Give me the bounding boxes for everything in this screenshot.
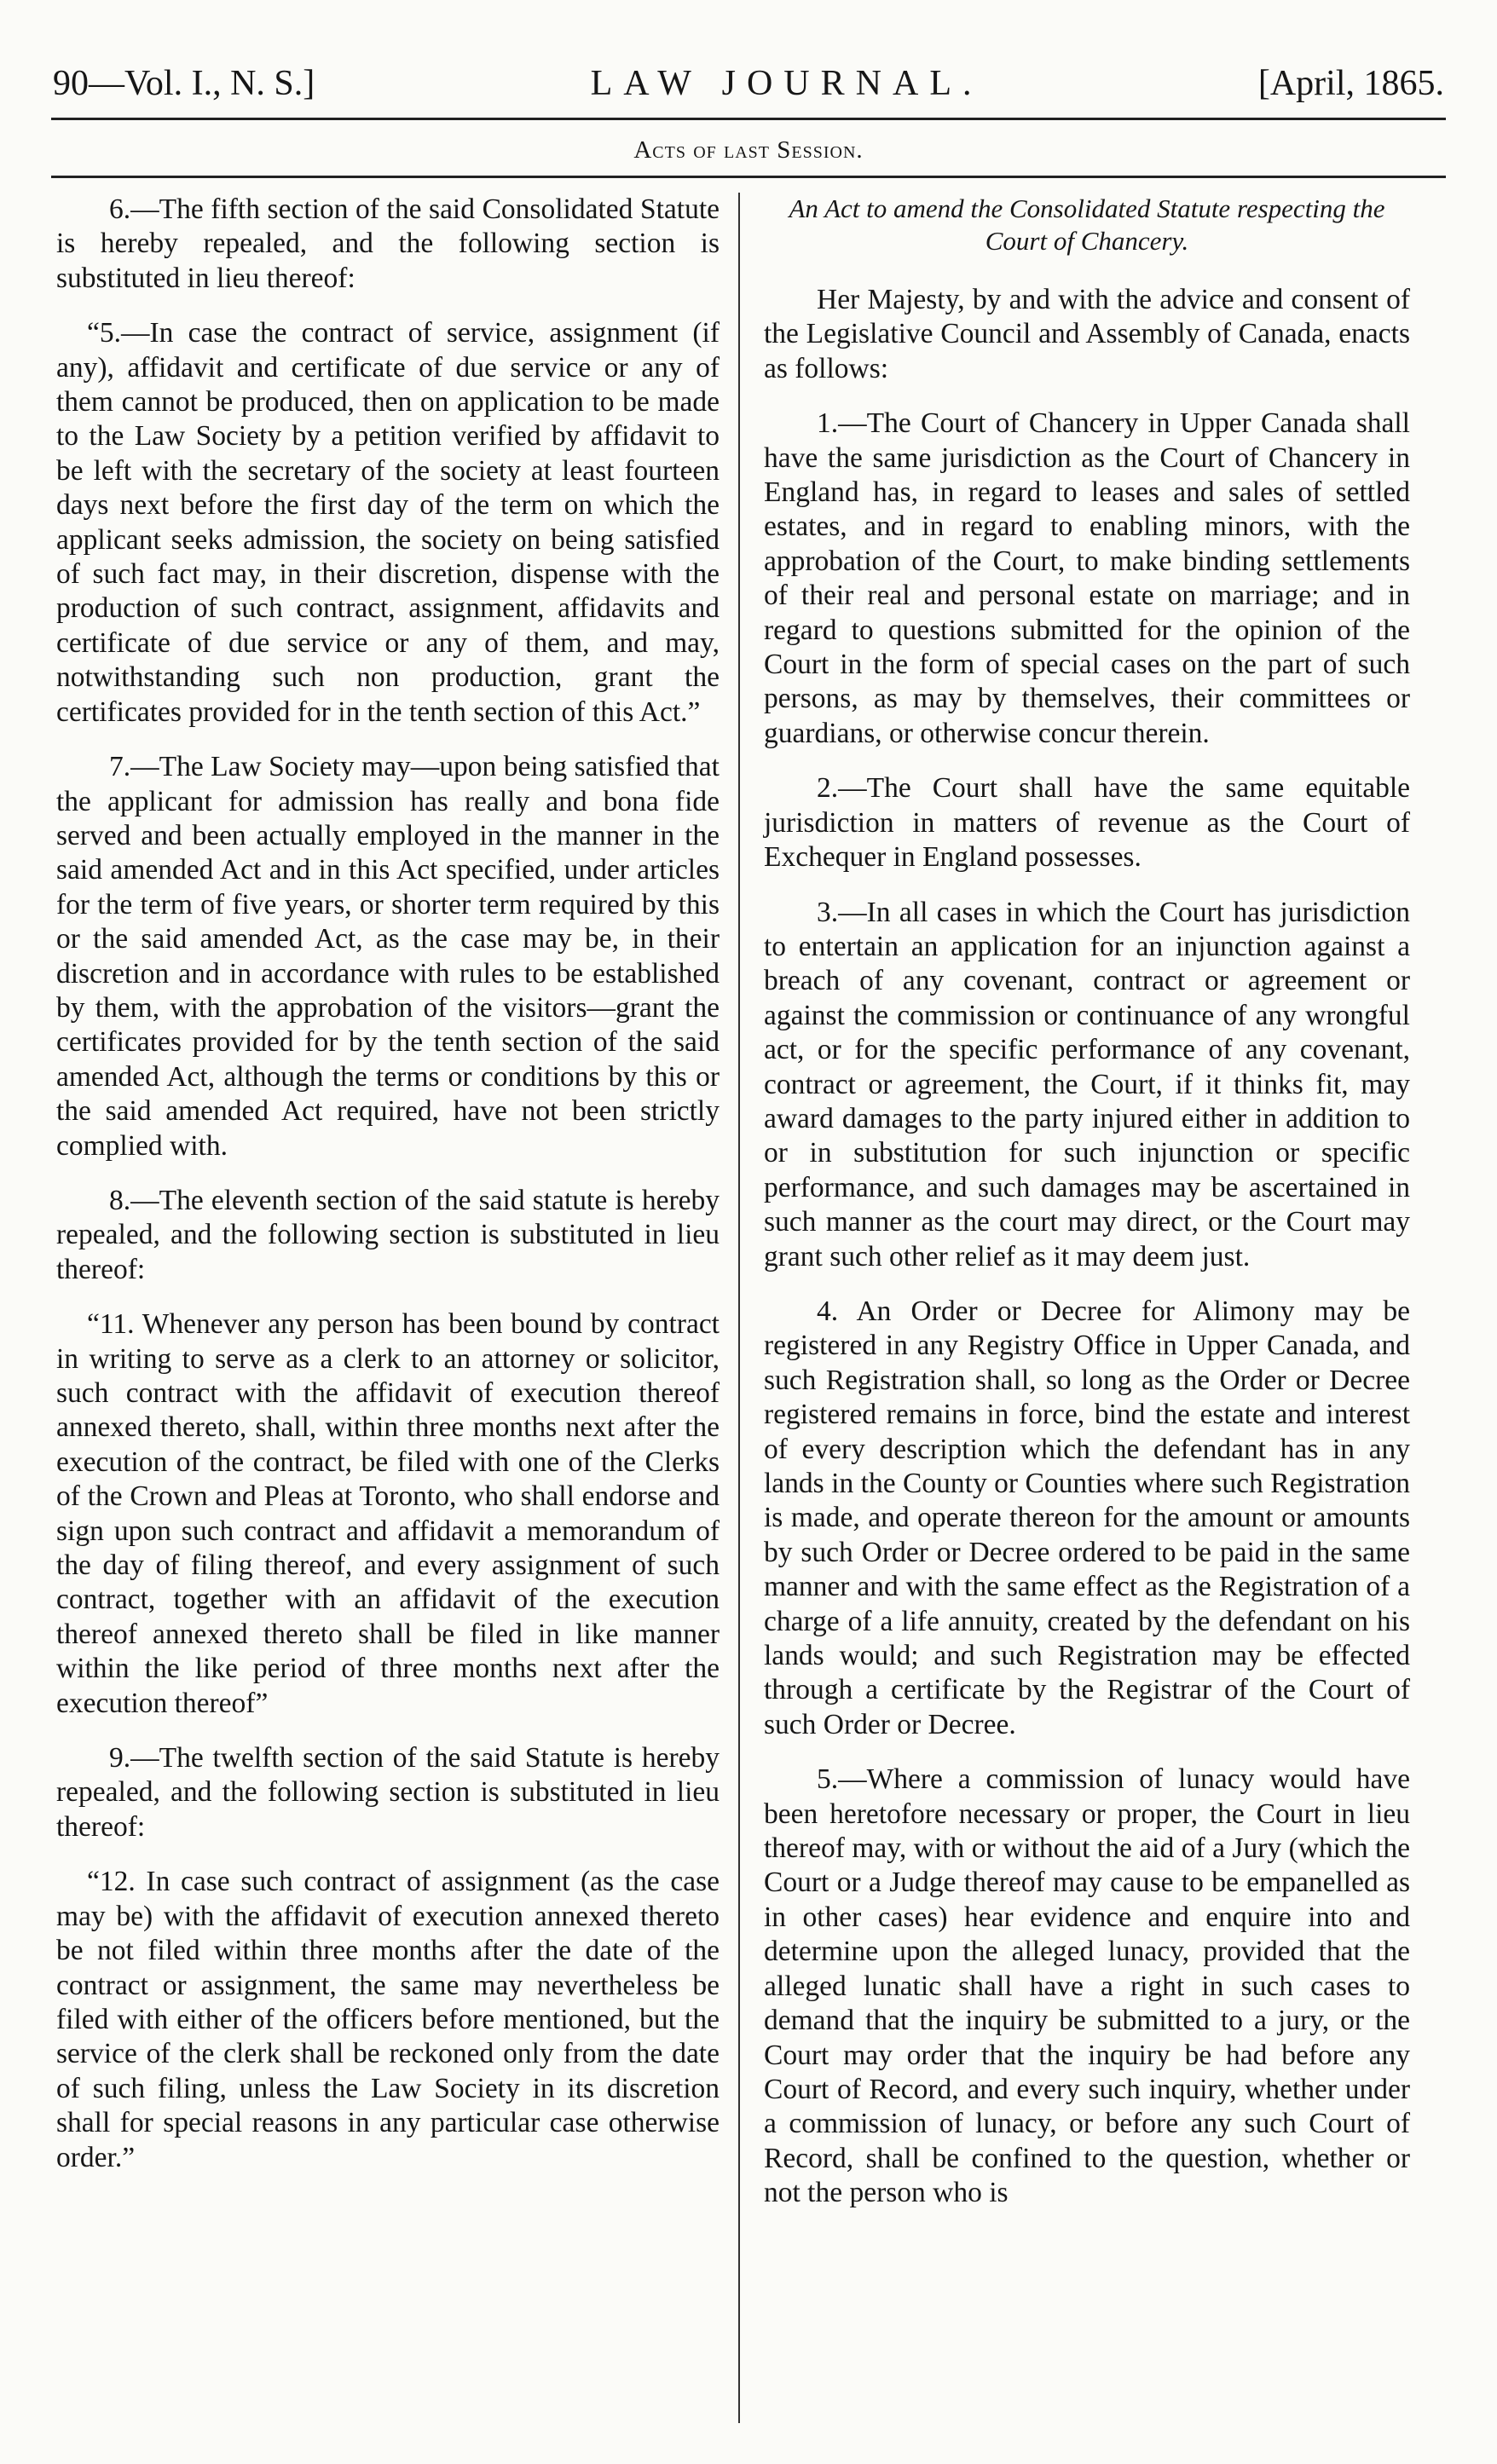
paragraph-9: 9.—The twelfth section of the said Statute is hereby repealed, and the following section is substituted in lieu thereof: bbox=[56, 1742, 720, 1843]
section-3: 3.—In all cases in which the Court has jurisdiction to entertain an application for an injunction against a breach of any covenant, contract or agreement or against the commission or continuance of any wrongful act, or for the specific performance of any covenant, contract or agreement, the Court, if it thinks fit, may award damages to the party injured either in addition to or in substitution for such injunction or specific performance, and such damages may be ascertained in such manner as the court may direct, or the Court may grant such other relief as it may deem just. bbox=[764, 896, 1410, 1272]
header-date: [April, 1865. bbox=[1257, 64, 1444, 103]
header-title: LAW JOURNAL. bbox=[590, 64, 983, 103]
running-header bbox=[53, 60, 1444, 107]
subheading-rule bbox=[51, 176, 1446, 178]
paragraph-8: 8.—The eleventh section of the said statute is hereby repealed, and the following section is substituted in lieu thereof: bbox=[56, 1184, 720, 1285]
right-column bbox=[764, 193, 1410, 2231]
section-5: 5.—Where a commission of lunacy would have been heretofore necessary or proper, the Court in lieu thereof may, with or without the aid of a Jury (which the Court or a Judge thereof may cause to be empanelled as in other cases) hear evidence and enquire into and determine upon the alleged lunacy, provided that the alleged lunatic shall have a right in such cases to demand that the inquiry be submitted to a jury, or the Court may order that the inquiry be had before any Court of Record, and every such inquiry, whether under a commission of lunacy, or before any such Court of Record, shall be confined to the question, whether or not the person who is bbox=[764, 1763, 1410, 2209]
act-title: An Act to amend the Consolidated Statute respecting the Court of Chancery. bbox=[789, 193, 1385, 256]
header-volume: 90—Vol. I., N. S.] bbox=[53, 64, 315, 103]
paragraph-7: 7.—The Law Society may—upon being satisfied that the applicant for admission has really and bona fide served and been actually employed in the manner in the said amended Act and in this Act specified, under articles for the term of five years, or shorter term required by this or the said amended Act, as the case may be, in their discretion and in accordance with rules to be established by them, with the approbation of the visitors—grant the certificates provided for by the tenth section of the said amended Act, although the terms or conditions by this or the said amended Act required, have not been strictly complied with. bbox=[56, 751, 720, 1162]
section-1: 1.—The Court of Chancery in Upper Canada shall have the same jurisdiction as the Court of Chancery in England has, in regard to leases and sales of settled estates, and in regard to enabling minors, with the approbation of the Court, to make binding settlements of their real and personal estate on marriage; and in regard to questions submitted for the opinion of the Court in the form of special cases on the part of such persons, as may by themselves, their committees or guardians, or otherwise concur therein. bbox=[764, 407, 1410, 749]
paragraph-6: 6.—The fifth section of the said Consolidated Statute is hereby repealed, and the following section is substituted in lieu thereof: bbox=[56, 193, 720, 294]
section-subheading: Acts of last Session. bbox=[633, 136, 864, 164]
quoted-section-11: “11. Whenever any person has been bound by contract in writing to serve as a clerk to an attorney or solicitor, such contract with the affidavit of execution thereof annexed thereto, shall, within three months next after the execution of the contract, be filed with one of the Clerks of the Crown and Pleas at Toronto, who shall endorse and sign upon such contract and affidavit a memorandum of the day of filing thereof, and every assignment of such contract, together with an affidavit of the execution thereof annexed thereto shall be filed in like manner within the like period of three months next after the execution thereof” bbox=[56, 1308, 720, 1719]
section-2: 2.—The Court shall have the same equitable jurisdiction in matters of revenue as the Court of Exchequer in England possesses. bbox=[764, 772, 1410, 874]
enacting-clause: Her Majesty, by and with the advice and consent of the Legislative Council and Assembly of Canada, enacts as follows: bbox=[764, 284, 1410, 384]
left-column bbox=[56, 193, 720, 2196]
quoted-section-12: “12. In case such contract of assignment (as the case may be) with the affidavit of execution annexed thereto be not filed within three months after the date of the contract or assignment, the same may nevertheless be filed with either of the officers before mentioned, but the service of the clerk shall be reckoned only from the date of such filing, unless the Law Society in its discretion shall for special reasons in any particular case otherwise order.” bbox=[56, 1866, 720, 2173]
section-4: 4. An Order or Decree for Alimony may be registered in any Registry Office in Upper Canada, and such Registration shall, so long as the Order or Decree registered remains in force, bind the estate and interest of every description which the defendant has in any lands in the County or Counties where such Registration is made, and operate thereon for the amount or amounts by such Order or Decree ordered to be paid in the same manner and with the same effect as the Registration of a charge of a life annuity, created by the defendant on his lands would; and such Registration may be effected through a certificate by the Registrar of the Court of such Order or Decree. bbox=[764, 1295, 1410, 1740]
header-rule bbox=[51, 118, 1446, 120]
column-divider bbox=[738, 193, 740, 2423]
quoted-section-5: “5.—In case the contract of service, assignment (if any), affidavit and certificate of due service or any of them cannot be produced, then on application to be made to the Law Society by a petition verified by affidavit to be left with the secretary of the society at least fourteen days next before the first day of the term on which the applicant seeks admission, the society on being satisfied of such fact may, in their discretion, dispense with the production of such contract, assignment, affidavits and certificate of due service or any of them, and may, notwithstanding such non production, grant the certificates provided for in the tenth section of this Act.” bbox=[56, 317, 720, 728]
